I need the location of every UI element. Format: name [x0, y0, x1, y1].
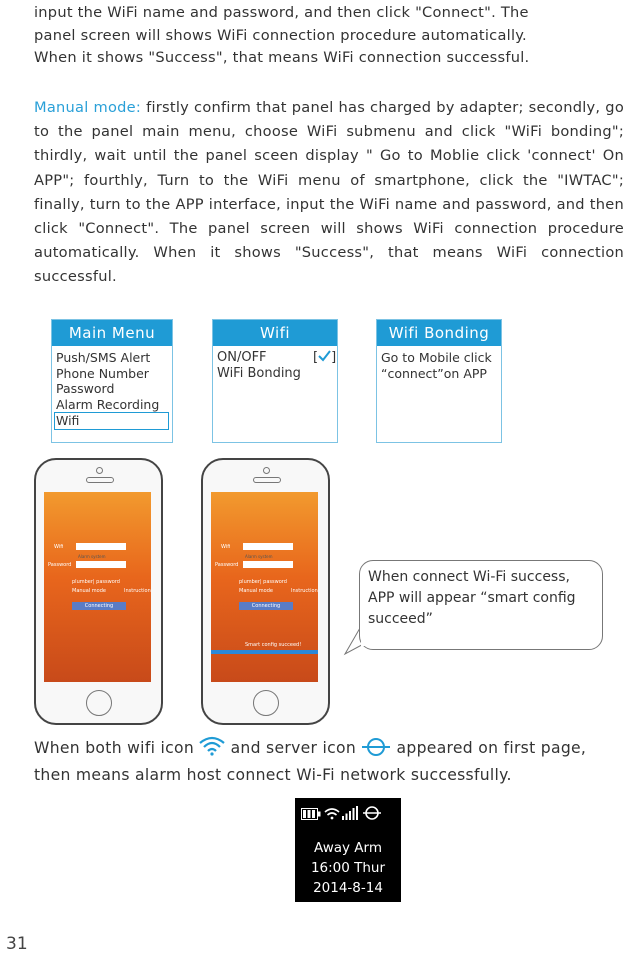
footer-line1 — [34, 736, 586, 759]
menu-item-password: Password — [56, 381, 115, 396]
signal-icon — [342, 806, 358, 820]
checkbox-open-bracket: [ — [313, 350, 319, 365]
menu-item-phone-number: Phone Number — [56, 365, 149, 381]
phone-right — [201, 458, 330, 725]
callout-text: When connect Wi-Fi success, APP will appear “smart config succeed” — [368, 569, 576, 627]
main-menu-title: Main Menu — [52, 320, 172, 346]
camera-icon — [96, 467, 103, 474]
manual-mode-option[interactable]: Manual mode — [239, 588, 273, 594]
footer-part1: When both wifi icon — [34, 739, 195, 757]
password-label: Password — [215, 562, 239, 568]
connecting-button[interactable]: Connecting — [72, 602, 126, 610]
wifi-name-value: Alarm system — [245, 554, 273, 559]
success-message: Smart config succeed! — [245, 642, 302, 648]
battery-icon — [301, 808, 321, 820]
panel-lcd-display — [295, 798, 401, 902]
para1-line2: panel screen will shows WiFi connection procedure automatically. — [34, 26, 527, 44]
camera-icon — [263, 467, 270, 474]
wifi-label: Wifi — [54, 544, 64, 550]
lcd-time: 16:00 Thur — [310, 860, 386, 876]
menu-item-alarm-recording: Alarm Recording — [56, 396, 160, 412]
password-field[interactable] — [243, 561, 293, 568]
bonding-line2: “connect”on APP — [381, 365, 487, 381]
manual-mode-option[interactable]: Manual mode — [72, 588, 106, 594]
menu-item-wifi: Wifi — [54, 412, 169, 430]
menu-item-push-sms: Push/SMS Alert — [56, 350, 151, 365]
password-field[interactable] — [76, 561, 126, 568]
footer-line2: then means alarm host connect Wi-Fi network successfully. — [34, 766, 512, 784]
wifi-name-field[interactable] — [243, 543, 293, 559]
phone-left — [34, 458, 163, 725]
wifi-on-off-label: ON/OFF — [217, 350, 267, 365]
manual-mode-label: Manual mode: — [34, 99, 142, 116]
checkbox-close-bracket: ] — [331, 350, 337, 365]
instruction-link[interactable]: Instruction — [124, 588, 151, 594]
wifi-name-value: Alarm system — [78, 554, 106, 559]
paragraph-intro — [34, 2, 624, 70]
footer-part2: and server icon — [230, 739, 357, 757]
home-button[interactable] — [253, 690, 279, 716]
remember-password[interactable]: plumber| password — [72, 579, 120, 585]
footer-part3: appeared on first page, — [396, 739, 587, 757]
wifi-on-off-row — [217, 350, 337, 366]
wifi-bonding-title: Wifi Bonding — [377, 320, 501, 346]
speaker-icon — [253, 477, 281, 483]
lcd-date: 2014-8-14 — [313, 880, 383, 896]
wifi-checkbox — [313, 350, 336, 366]
wifi-panel-title: Wifi — [213, 320, 337, 346]
bubble-tail-cover — [361, 636, 373, 646]
wifi-icon — [199, 736, 225, 756]
remember-password[interactable]: plumber| password — [239, 579, 287, 585]
wifi-bonding-item: WiFi Bonding — [217, 365, 301, 381]
lcd-arm-status: Away Arm — [314, 840, 382, 856]
bonding-line1: Go to Mobile click — [381, 350, 492, 365]
page-number: 31 — [6, 934, 28, 954]
panel-wifi-bonding — [376, 319, 502, 443]
paragraph-manual-mode — [34, 96, 624, 290]
server-icon — [361, 737, 391, 757]
instruction-link[interactable]: Instruction — [291, 588, 318, 594]
wifi-name-field[interactable] — [76, 543, 126, 559]
phone-screen-success — [211, 492, 318, 682]
panel-main-menu — [51, 319, 173, 443]
manual-mode-body: firstly confirm that panel has charged by adapter; secondly, go to the panel main menu, choose WiFi submenu and click "WiFi bonding"; thirdly, wait until the panel sceen display " Go to Moblie click 'connect' On APP"; fourthly, Turn to the WiFi menu of smartphone, click the "IWTAC"; finally, turn to the APP interface, input the WiFi name and password, and then click "Connect". The panel screen will shows WiFi connection procedure automatically. When it shows "Success", that means WiFi connection successful. — [34, 99, 624, 286]
progress-bar — [211, 650, 318, 654]
para1-line3: When it shows "Success", that means WiFi connection successful. — [34, 49, 530, 66]
checkmark-icon — [318, 350, 331, 362]
home-button[interactable] — [86, 690, 112, 716]
server-icon — [363, 805, 381, 821]
panel-wifi — [212, 319, 338, 443]
para1-line1: input the WiFi name and password, and then click "Connect". The — [34, 4, 529, 21]
wifi-icon — [324, 807, 340, 820]
password-label: Password — [48, 562, 72, 568]
speaker-icon — [86, 477, 114, 483]
phone-screen-connecting — [44, 492, 151, 682]
wifi-label: Wifi — [221, 544, 231, 550]
connecting-button[interactable]: Connecting — [239, 602, 293, 610]
callout-bubble — [359, 560, 603, 650]
